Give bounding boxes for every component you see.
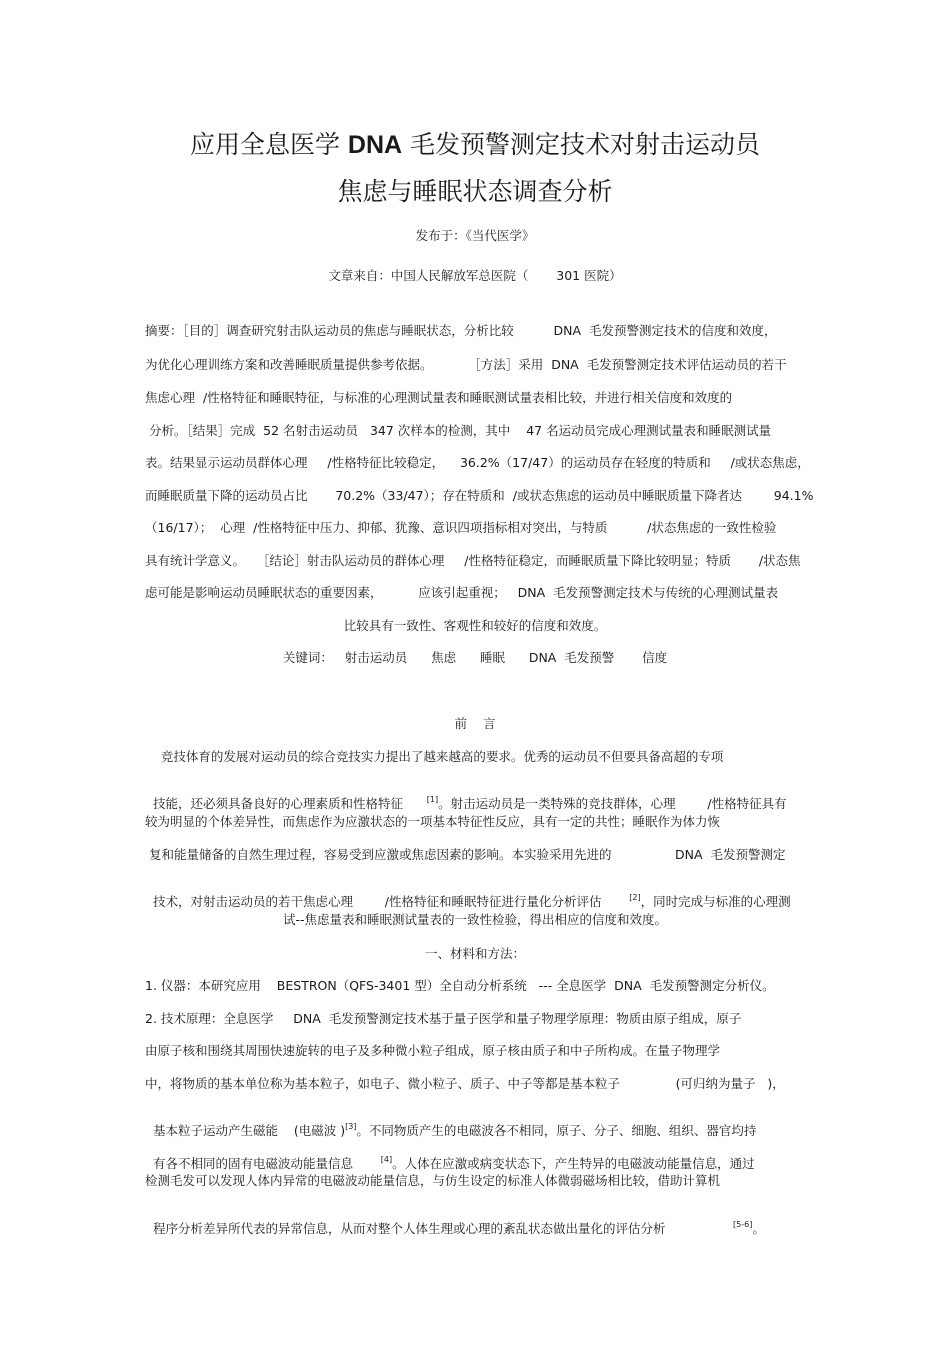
section-1-line-6-text-b: 。人体在应激或病变状态下，产生特异的电磁波动能量信息，通过 <box>392 1156 755 1171</box>
title-bold-dna: DNA <box>347 131 403 159</box>
section-1-line-5-text-b: 。不同物质产生的电磁波各不相同，原子、分子、细胞、组织、器官均持 <box>356 1123 757 1138</box>
preface-line-2 <box>0 779 825 812</box>
section-1-line-8-text-a: 程序分析差异所代表的异常信息，从而对整个人体生理或心理的紊乱状态做出量化的评估分析 <box>152 1221 734 1236</box>
preface-line-5 <box>0 877 825 910</box>
preface-heading: 前 言 <box>454 716 496 731</box>
citation-5-6: [5-6] <box>733 1220 753 1229</box>
preface-line-1: 竞技体育的发展对运动员的综合竞技实力提出了越来越高的要求。优秀的运动员不但要具备高超的专项 <box>145 749 724 764</box>
title-line-2: 焦虑与睡眠状态调查分析 <box>337 177 613 206</box>
citation-4: [4] <box>380 1155 393 1164</box>
section-1-line-1: 1. 仪器：本研究应用 BESTRON（QFS-3401 型）全自动分析系统 --- 全息医学 DNA 毛发预警测定分析仪。 <box>145 978 775 993</box>
preface-line-2-text-b: 。射击运动员是一类特殊的竞技群体，心理 /性格特征具有 <box>438 796 787 811</box>
citation-1: [1] <box>426 795 439 804</box>
section-1-heading: 一、材料和方法： <box>424 946 525 961</box>
preface-line-3: 较为明显的个体差异性，而焦虑作为应激状态的一项基本特征性反应，具有一定的共性；睡眠作为体力恢 <box>145 814 721 829</box>
title-line-1 <box>0 125 950 161</box>
preface-line-6: 试--焦虑量表和睡眠测试量表的一致性检验，得出相应的信度和效度。 <box>282 912 668 927</box>
section-1-line-5 <box>0 1106 825 1139</box>
section-1-line-4: 中，将物质的基本单位称为基本粒子，如电子、微小粒子、质子、中子等都是基本粒子 (可归纳为量子 )， <box>145 1076 785 1091</box>
preface-line-4: 复和能量储备的自然生理过程，容易受到应激或焦虑因素的影响。本实验采用先进的 DNA 毛发预警测定 <box>145 847 786 862</box>
title-prefix: 应用全息医学 <box>189 130 348 159</box>
abstract-line-6: 而睡眠质量下降的运动员占比 70.2%（33/47）；存在特质和 /或状态焦虑的运动员中睡眠质量下降者达 94.1% <box>145 488 814 503</box>
abstract-last-line: 比较具有一致性、客观性和较好的信度和效度。 <box>343 618 607 633</box>
preface-line-2-text-a: 技能，还必须具备良好的心理素质和性格特征 <box>152 796 427 811</box>
abstract-line-3: 焦虑心理 /性格特征和睡眠特征，与标准的心理测试量表和睡眠测试量表相比较，并进行相关信度和效度的 <box>145 390 733 405</box>
article-source: 文章来自：中国人民解放军总医院（ 301 医院） <box>328 268 622 283</box>
title-suffix: 毛发预警测定技术对射击运动员 <box>402 130 761 159</box>
published-in: 发布于：《当代医学》 <box>415 228 535 243</box>
abstract-line-8: 具有统计学意义。 ［结论］射击队运动员的群体心理 /性格特征稳定，而睡眠质量下降比较明显；特质 /状态焦 <box>145 553 801 568</box>
section-1-line-2: 2. 技术原理：全息医学 DNA 毛发预警测定技术基于量子医学和量子物理学原理：物质由原子组成，原子 <box>145 1011 742 1026</box>
section-1-line-7: 检测毛发可以发现人体内异常的电磁波动能量信息，与仿生设定的标准人体微弱磁场相比较，借助计算机 <box>145 1173 721 1188</box>
abstract-line-2: 为优化心理训练方案和改善睡眠质量提供参考依据。 ［方法］采用 DNA 毛发预警测定技术评估运动员的若干 <box>145 357 787 372</box>
citation-3: [3] <box>345 1122 357 1131</box>
preface-line-5-text-a: 技术，对射击运动员的若干焦虑心理 /性格特征和睡眠特征进行量化分析评估 <box>152 894 630 909</box>
abstract-line-9: 虑可能是影响运动员睡眠状态的重要因素， 应该引起重视； DNA 毛发预警测定技术与传统的心理测试量表 <box>145 585 779 600</box>
section-1-line-6-text-a: 有各不相同的固有电磁波动能量信息 <box>152 1156 381 1171</box>
preface-line-5-text-b: ，同时完成与标准的心理测 <box>640 894 791 909</box>
keywords: 关键词： 射击运动员 焦虑 睡眠 DNA 毛发预警 信度 <box>282 650 668 665</box>
abstract-line-5: 表。结果显示运动员群体心理 /性格特征比较稳定， 36.2%（17/47）的运动员存在轻度的特质和 /或状态焦虑， <box>145 455 810 470</box>
section-1-line-8-text-b: 。 <box>752 1221 765 1236</box>
section-1-line-3: 由原子核和围绕其周围快速旋转的电子及多种微小粒子组成，原子核由质子和中子所构成。在量子物理学 <box>145 1043 721 1058</box>
abstract-line-1: 摘要：［目的］调查研究射击队运动员的焦虑与睡眠状态，分析比较 DNA 毛发预警测定技术的信度和效度， <box>145 323 777 338</box>
abstract-line-4: 分析。［结果］完成 52 名射击运动员 347 次样本的检测，其中 47 名运动员完成心理测试量表和睡眠测试量 <box>145 423 772 438</box>
section-1-line-8 <box>0 1204 825 1237</box>
abstract-line-7: （16/17）； 心理 /性格特征中压力、抑郁、犹豫、意识四项指标相对突出，与特质 /状态焦虑的一致性检验 <box>145 520 777 535</box>
section-1-line-5-text-a: 基本粒子运动产生磁能 (电磁波 ) <box>152 1123 346 1138</box>
citation-2: [2] <box>629 893 641 902</box>
section-1-line-6 <box>0 1139 825 1172</box>
